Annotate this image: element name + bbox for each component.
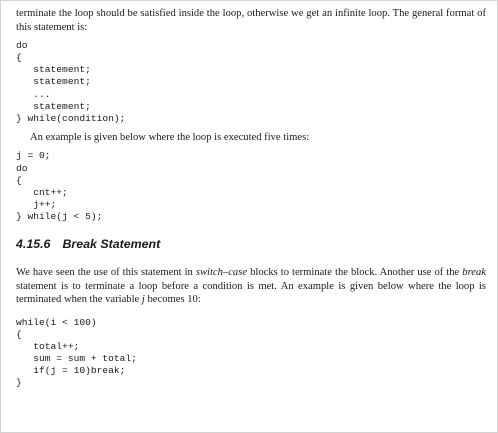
emphasis-break: break [462,267,487,278]
text-run: We have seen the use of this statement in [16,267,196,278]
document-page [16,7,486,389]
section-title: Break Statement [62,237,161,251]
emphasis-variable-j: j [141,294,145,306]
code-block-do-while-example: j = 0; do { cnt++; j++; } while(j < 5); [16,150,103,222]
paragraph-break [16,266,486,307]
paragraph-example: An example is given below where the loop is executed five times: [30,131,310,143]
code-block-do-while-format: do { statement; statement; ... statement; } while(condition); [16,40,126,124]
text-run: statement is to terminate a loop before a condition is met. An example is given below where the loop is terminated when the variable [16,280,486,306]
paragraph-intro: terminate the loop should be satisfied inside the loop, otherwise we get an infinite loop. The general format of this statement is: [16,8,486,33]
code-block-break-example: while(i < 100) { total++; sum = sum + total; if(j = 10)break; } [16,316,137,389]
section-number: 4.15.6 [16,237,51,251]
section-heading [16,237,486,252]
text-run: becomes 10: [144,294,201,306]
text-run: blocks to terminate the block. Another use of the [247,267,463,278]
emphasis-switch-case: switch–case [195,267,248,278]
